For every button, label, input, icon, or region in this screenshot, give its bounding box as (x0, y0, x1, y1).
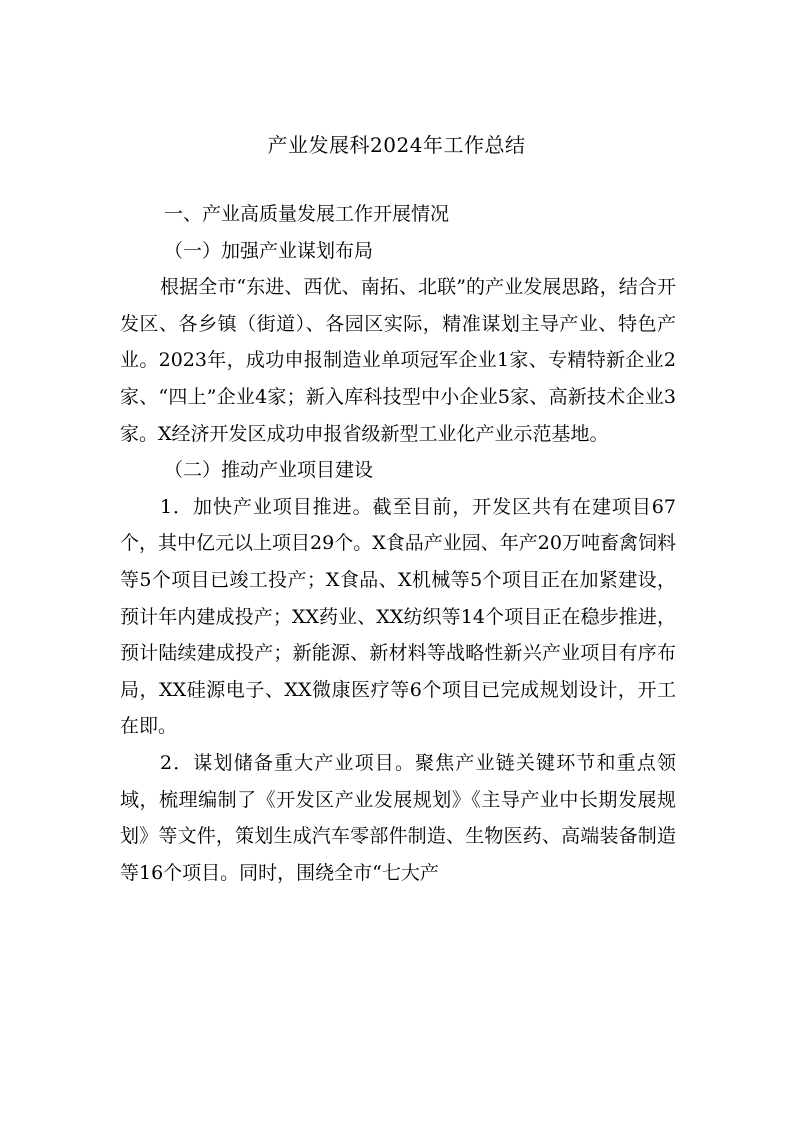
paragraph-item-1: 1．加快产业项目推进。截至目前，开发区共有在建项目67个，其中亿元以上项目29个。X食品产业园、年产20万吨畜禽饲料等5个项目已竣工投产；X食品、X机械等5个项目正在加紧建设，预计年内建成投产；XX药业、XX纺织等14个项目正在稳步推进，预计陆续建成投产；新能源、新材料等战略性新兴产业项目有序布局，XX硅源电子、XX微康医疗等6个项目已完成规划设计，开工在即。 (120, 495, 676, 738)
paragraph-planning: 根据全市“东进、西优、南拓、北联”的产业发展思路，结合开发区、各乡镇（街道）、各园区实际，精准谋划主导产业、特色产业。2023年，成功申报制造业单项冠军企业1家、专精特新企业2家、“四上”企业4家；新入库科技型中小企业5家、高新技术企业3家。X经济开发区成功申报省级新型工业化产业示范基地。 (120, 276, 676, 445)
paragraph-item-2: 2．谋划储备重大产业项目。聚焦产业链关键环节和重点领域，梳理编制了《开发区产业发展规划》《主导产业中长期发展规划》等文件，策划生成汽车零部件制造、生物医药、高端装备制造等16个项目。同时，围绕全市“七大产 (120, 751, 676, 884)
document-body (120, 196, 676, 891)
document-title: 产业发展科2024年工作总结 (267, 133, 526, 157)
subsection-heading-1: （一）加强产业谋划布局 (164, 239, 374, 262)
section-heading-1: 一、产业高质量发展工作开展情况 (164, 203, 450, 225)
subsection-heading-2: （二）推动产业项目建设 (164, 459, 374, 482)
